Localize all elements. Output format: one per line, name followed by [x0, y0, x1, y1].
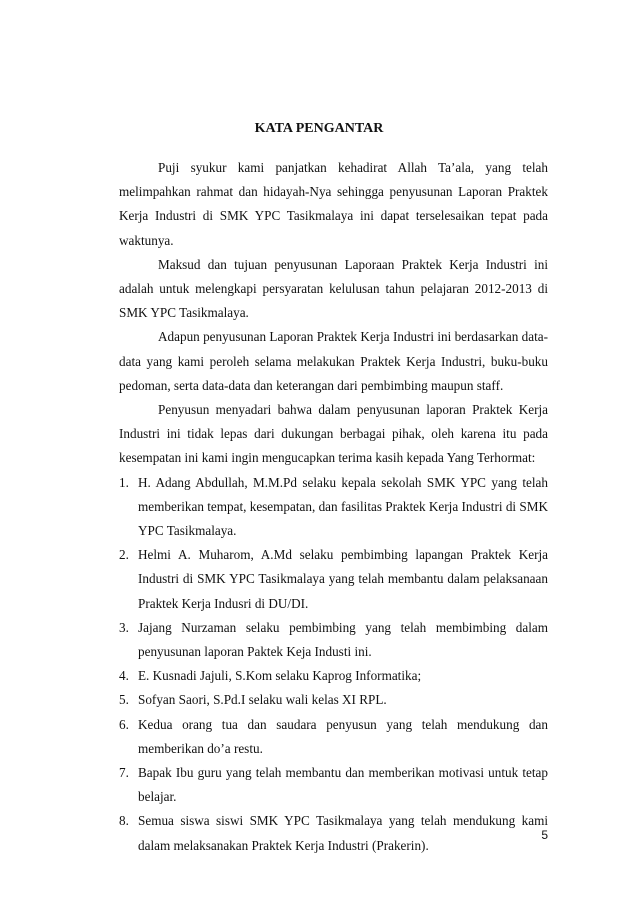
- list-item: [119, 713, 548, 761]
- list-item-text: E. Kusnadi Jajuli, S.Kom selaku Kaprog Informatika;: [138, 668, 422, 684]
- list-item-number: 1.: [119, 474, 129, 490]
- list-item-text: Bapak Ibu guru yang telah membantu dan memberikan motivasi untuk tetap belajar.: [138, 765, 548, 805]
- thanks-list: [119, 471, 548, 858]
- list-item: [119, 616, 548, 664]
- list-item-text: H. Adang Abdullah, M.M.Pd selaku kepala sekolah SMK YPC yang telah memberikan tempat, kesempatan, dan fasilitas Praktek Kerja Industri di SMK YPC Tasikmalaya.: [138, 474, 548, 539]
- list-item-number: 5.: [119, 692, 129, 708]
- list-item: [119, 761, 548, 809]
- list-item: [119, 543, 548, 616]
- list-item: [119, 471, 548, 544]
- list-item: [119, 809, 548, 857]
- list-item-number: 8.: [119, 813, 129, 829]
- list-item-text: Semua siswa siswi SMK YPC Tasikmalaya yang telah mendukung kami dalam melaksanakan Praktek Kerja Industri (Prakerin).: [138, 813, 548, 853]
- list-item-text: Sofyan Saori, S.Pd.I selaku wali kelas XI RPL.: [138, 692, 387, 708]
- list-item: [119, 688, 548, 712]
- list-item-text: Jajang Nurzaman selaku pembimbing yang telah membimbing dalam penyusunan laporan Paktek Keja Industi ini.: [138, 619, 548, 660]
- document-body: [119, 156, 548, 858]
- paragraph-purpose: Maksud dan tujuan penyusunan Laporaan Praktek Kerja Industri ini adalah untuk melengkapi persyaratan kelulusan tahun pelajaran 2012-2013 di SMK YPC Tasikmalaya.: [119, 256, 548, 321]
- paragraph-sources: Adapun penyusunan Laporan Praktek Kerja Industri ini berdasarkan data-data yang kami peroleh selama melakukan Praktek Kerja Industri, buku-buku pedoman, serta data-data dan keterangan dari pembimbing maupun staff.: [119, 329, 548, 393]
- list-item: [119, 664, 548, 688]
- list-item-number: 4.: [119, 668, 129, 684]
- list-item-number: 2.: [119, 547, 129, 563]
- list-item-text: Helmi A. Muharom, A.Md selaku pembimbing lapangan Praktek Kerja Industri di SMK YPC Tasikmalaya yang telah membantu dalam pelaksanaan Praktek Kerja Indusri di DU/DI.: [138, 547, 548, 611]
- page-number: 5: [541, 828, 548, 842]
- list-item-text: Kedua orang tua dan saudara penyusun yang telah mendukung dan memberikan do’a restu.: [138, 716, 548, 756]
- paragraph-gratitude: Puji syukur kami panjatkan kehadirat Allah Ta’ala, yang telah melimpahkan rahmat dan hidayah-Nya sehingga penyusunan Laporan Praktek Kerja Industri di SMK YPC Tasikmalaya ini dapat terselesaikan tepat pada waktunya.: [119, 160, 548, 248]
- list-item-number: 7.: [119, 765, 129, 781]
- paragraph-acknowledgement: Penyusun menyadari bahwa dalam penyusunan laporan Praktek Kerja Industri ini tidak lepas dari dukungan berbagai pihak, oleh karena itu pada kesempatan ini kami ingin mengucapkan terima kasih kepada Yang Terhormat:: [119, 402, 548, 466]
- page-title: KATA PENGANTAR: [254, 121, 384, 136]
- list-item-number: 3.: [119, 619, 129, 635]
- list-item-number: 6.: [119, 716, 129, 732]
